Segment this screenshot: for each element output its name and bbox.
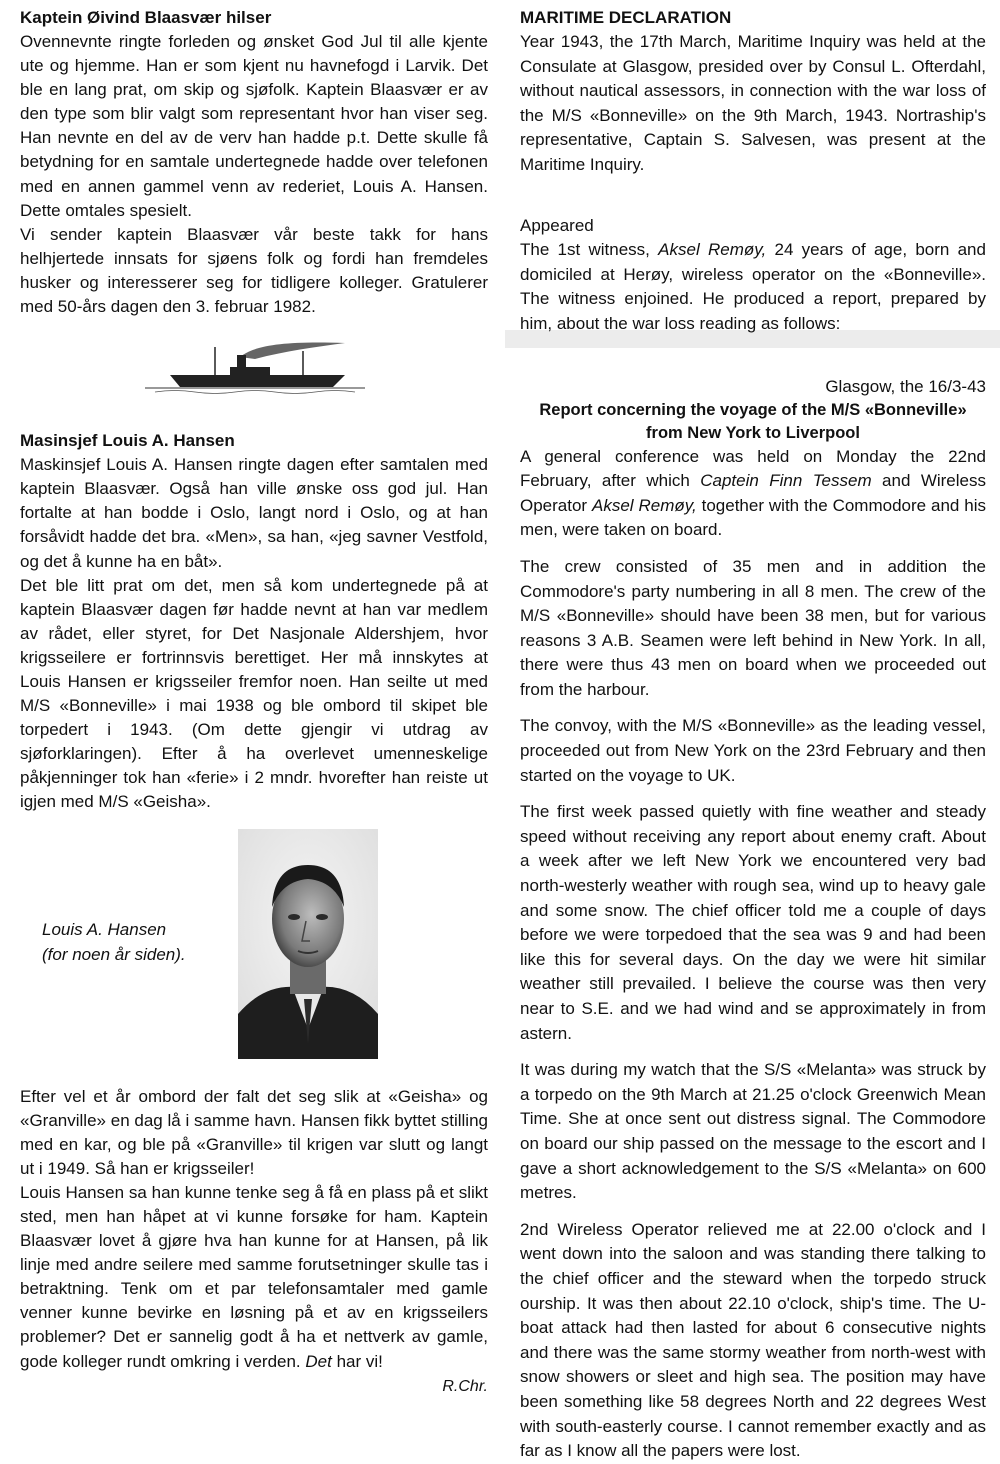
emphasis-det: Det [305,1351,332,1371]
signature: R.Chr. [442,1377,488,1395]
report-paragraph-6: 2nd Wireless Operator relieved me at 22.00 o'clock and I went down into the saloon and was standing there talking to the chief officer and the steward when the torpedo struck ourship. It was then about 22.10 o'clock, ship's time. The U-boat attack had then lasted for about 6 consecutive nights and there was the same stormy weather from north-west with snow showers or sleet and high sea. The position may have been something like 58 degrees North and 22 degrees West with south-easterly course. I cannot remember exactly and as far as I know all the papers were lost. [520,1219,986,1461]
report-paragraph-2: The crew consisted of 35 men and in addition the Commodore's party numbering in all 8 men. The crew of the M/S «Bonneville» should have been 38 men, but for various reasons 3 A.B. Seamen were left behind in New York. In all, there were thus 43 men on board when we proceeded out from the harbour. [520,556,986,699]
report-title-line-2: from New York to Liverpool [646,423,860,442]
paragraph-witness: The 1st witness, Aksel Remøy, 24 years of age, born and domiciled at Herøy, wireless operator on the «Bonneville». The witness enjoined. He produced a report, prepared by him, about the war loss reading as follows: [520,240,986,333]
portrait-photo [238,829,378,1059]
paragraph-hansen-1: Maskinsjef Louis A. Hansen ringte dagen efter samtalen med kaptein Blaasvær. Også han ville ønske oss god jul. Han fortalte at han bodde i Oslo, langt nord i Oslo, og at han forsåvidt hadde det bra. «Men», sa han, «jeg savner Vestfold, og det å kunne ha en båt». [20,455,488,571]
report-paragraph-4: The first week passed quietly with fine weather and steady speed without receiving any report about enemy craft. About a week after we left New York we encountered very bad north-westerly weather with rough sea, wind up to heavy gale and some snow. The chief officer told me a couple of days before we were torpedoed that the sea was 9 and had been like this for several days. On the day we were hit similar weather still prevailed. I believe the course was then very near to S.E. and we had wind and se approximately in from astern. [520,802,986,1043]
heading-hansen: Masinsjef Louis A. Hansen [20,431,235,451]
left-column [20,6,488,1398]
ship-illustration [20,329,488,399]
paragraph-inquiry-intro: Year 1943, the 17th March, Maritime Inquiry was held at the Consulate at Glasgow, presided over by Consul L. Ofterdahl, without nautical assessors, in connection with the war loss of the M/S «Bonneville» on the 9th March, 1943. Nortraship's representative, Captain S. Salvesen, was present at the Maritime Inquiry. [520,32,986,174]
report-title-line-1: Report concerning the voyage of the M/S «Bonneville» [539,400,967,419]
right-column [520,6,986,1464]
report-paragraph-3: The convoy, with the M/S «Bonneville» as the leading vessel, proceeded out from New York on the 23rd February and then started on the voyage to UK. [520,716,986,785]
paragraph-hansen-3: Efter vel et år ombord der falt det seg slik at «Geisha» og «Granville» en dag lå i samme havn. Hansen fikk byttet stilling med en kar, og ble på «Granville» til krigen var slutt og langt ut i 1949. Så han er krigsseiler! [20,1086,488,1178]
report-dateline: Glasgow, the 16/3-43 [825,376,986,396]
heading-blaasvaer: Kaptein Øivind Blaasvær hilser [20,8,272,27]
caption-note: (for noen år siden). [42,944,186,964]
photo-caption [42,917,186,967]
photo-block [20,825,488,1085]
paragraph-hansen-4: Louis Hansen sa han kunne tenke seg å få en plass på et slikt sted, men han håpet at vi kunne forsøke for ham. Kaptein Blaasvær lovet å gjøre hva han kunne for at Hansen, på lik linje med andre seilere med samme forutsetninger skulle tas i betraktning. Tenk om et par telefonsamtaler med gamle venner kunne bevirke en løsning på et av en krigsseilers problemer? Det er sannelig godt å ha et nettverk av gamle, gode kolleger rundt omkring i verden. Det har vi! [20,1182,488,1371]
report-paragraph-1: A general conference was held on Monday the 22nd February, after which Captein Finn Tessem and Wireless Operator Aksel Remøy, together with the Commodore and his men, were taken on board. [520,446,986,540]
paragraph-blaasvaer-2: Vi sender kaptein Blaasvær vår beste takk for hans helhjertede innsats for sjøens folk og fordi han fremdeles husker og interesserer seg for tidligere kolleger. Gratulerer med 50-års dagen den 3. februar 1982. [20,224,488,317]
ship-icon [145,337,365,397]
paragraph-blaasvaer-1: Ovennevnte ringte forleden og ønsket God Jul til alle kjente ute og hjemme. Han er som kjent nu havnefogd i Larvik. Det ble en lang prat, om skip og sjøfolk. Kaptein Blaasvær er av den type som blir valgt som representant hvor han viser seg. Han nevnte en del av de verv han hadde p.t. Dette skulle få betydning for en samtale undertegnede hadde over telefonen med en annen gammel venn av rederiet, Louis A. Hansen. Dette omtales spesielt. [20,32,488,220]
appeared-label: Appeared [520,215,594,235]
heading-maritime-declaration: MARITIME DECLARATION [520,8,732,27]
witness-name: Aksel Remøy, [658,240,767,260]
caption-name: Louis A. Hansen [42,919,167,939]
report-paragraph-5: It was during my watch that the S/S «Melanta» was struck by a torpedo on the 9th March at 21.25 o'clock Greenwich Mean Time. She at once sent out distress signal. The Commodore on board our ship passed on the message to the escort and I gave a short acknowledgement to the S/S «Melanta» on 600 metres. [520,1060,986,1203]
paragraph-hansen-2: Det ble litt prat om det, men så kom undertegnede på at kaptein Blaasvær dagen før hadde nevnt at han var medlem av rådet, eller styret, for Det Nasjonale Aldershjem, hvor krigsseilere er fortrinnsvis berettiget. Her må innskytes at Louis Hansen er krigsseiler fremfor noen. Han seilte ut med M/S «Bonneville» i mai 1938 og ble ombord til skipet ble torpedert i 1943. (Om dette gjengir vi utdrag av sjøforklaringen). Efter å ha overlevet umenneskelige påkjenninger tok han «ferie» i 2 mndr. hvorefter han reiste ut igjen med M/S «Geisha». [20,575,488,812]
